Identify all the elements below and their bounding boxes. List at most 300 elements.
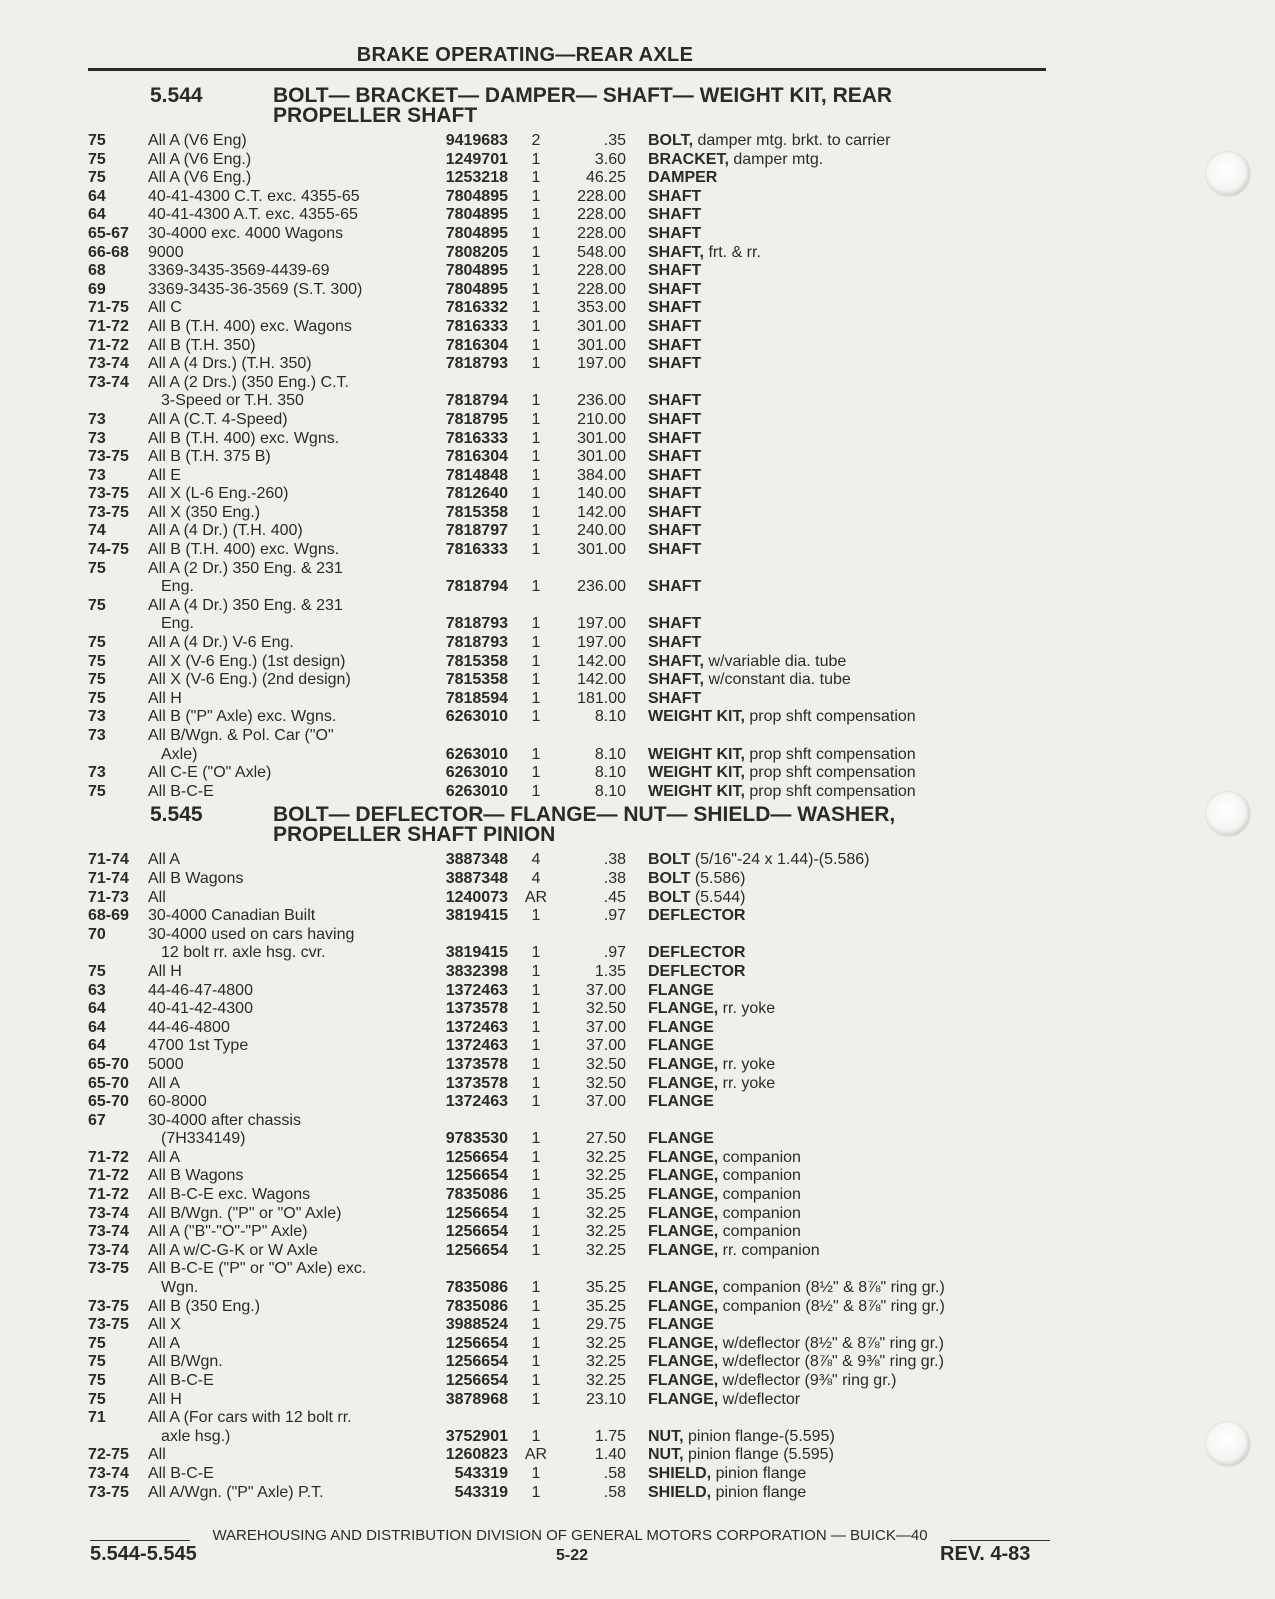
part-number (418, 1112, 516, 1131)
quantity (516, 560, 556, 579)
quantity: 1 (531, 1167, 541, 1185)
part-name: SHIELD, (648, 1464, 712, 1482)
part-description (648, 1316, 1008, 1335)
part-description (648, 1149, 1008, 1168)
price: 301.00 (577, 448, 626, 466)
part-description (648, 907, 1008, 926)
price: 32.25 (585, 1353, 626, 1371)
part-name: NUT, (648, 1427, 684, 1445)
part-name: SHAFT (648, 522, 702, 540)
application: 40-41-4300 C.T. exc. 4355-65 (148, 187, 360, 205)
part-number: 1256654 (445, 1353, 508, 1371)
part-number: 1253218 (445, 169, 508, 187)
quantity: 1 (531, 503, 541, 521)
part-number: 1260823 (445, 1446, 508, 1464)
part-number (418, 727, 516, 746)
application: All A (148, 1148, 181, 1166)
quantity: 1 (531, 1130, 541, 1148)
price: .45 (603, 888, 626, 906)
part-row (88, 578, 1048, 597)
part-number: 1372463 (445, 981, 508, 999)
quantity: 1 (531, 1316, 541, 1334)
part-name: SHAFT, (648, 243, 704, 261)
part-detail: rr. yoke (722, 1074, 776, 1092)
part-detail: companion (8½" & 8⅞" ring gr.) (722, 1279, 945, 1297)
quantity: 1 (531, 1390, 541, 1408)
part-number: 7804895 (445, 187, 508, 205)
part-detail: w/constant dia. tube (708, 671, 851, 689)
part-name: FLANGE (648, 981, 714, 999)
price: 1.35 (594, 962, 626, 980)
part-detail: companion (722, 1167, 801, 1185)
part-number: 1373578 (445, 1074, 508, 1092)
part-number: 1256654 (445, 1334, 508, 1352)
part-number: 6263010 (445, 782, 508, 800)
model-year: 71-72 (88, 317, 129, 335)
part-number: 7818793 (445, 355, 508, 373)
price: 140.00 (577, 485, 626, 503)
part-row (88, 1167, 1048, 1186)
part-name: SHAFT (648, 317, 702, 335)
model-year: 75 (88, 150, 106, 168)
part-row (88, 764, 1048, 783)
model-year: 75 (88, 596, 106, 614)
model-year: 73 (88, 429, 106, 447)
quantity: 1 (531, 652, 541, 670)
part-description (648, 1298, 1008, 1317)
quantity (516, 1112, 556, 1131)
application: All B (T.H. 400) exc. Wgns. (148, 541, 340, 559)
model-year: 70 (88, 925, 106, 943)
part-number: 7815358 (445, 671, 508, 689)
part-description (648, 485, 1008, 504)
part-row (88, 244, 1048, 263)
part-detail: w/deflector (722, 1390, 801, 1408)
quantity: 1 (531, 578, 541, 596)
part-row (88, 1353, 1048, 1372)
part-description (648, 1335, 1008, 1354)
model-year: 73-74 (88, 1223, 129, 1241)
price: .97 (603, 944, 626, 962)
part-number: 9419683 (445, 132, 508, 149)
part-name: SHAFT (648, 299, 702, 317)
model-year: 73 (88, 727, 106, 744)
part-number: 543319 (454, 1483, 508, 1501)
quantity (516, 1260, 556, 1279)
price: 32.25 (585, 1223, 626, 1241)
part-description (648, 1428, 1008, 1447)
model-year: 73-75 (88, 1483, 129, 1501)
part-detail: companion (722, 1204, 801, 1222)
part-description (648, 206, 1008, 225)
part-detail: w/deflector (8½" & 8⅞" ring gr.) (722, 1334, 944, 1352)
quantity (516, 374, 556, 393)
quantity: 1 (531, 243, 541, 261)
part-row (88, 1205, 1048, 1224)
part-row (88, 870, 1048, 889)
header-rule (88, 68, 1046, 71)
part-row (88, 889, 1048, 908)
part-row (88, 597, 1048, 616)
price: 32.25 (585, 1204, 626, 1222)
application: All B-C-E exc. Wagons (148, 1186, 311, 1204)
part-row (88, 944, 1048, 963)
part-row (88, 907, 1048, 926)
part-name: SHAFT, (648, 652, 704, 670)
part-row (88, 1298, 1048, 1317)
part-name: BOLT (648, 851, 691, 869)
application: All B (T.H. 350) (148, 336, 256, 354)
model-year: 73-75 (88, 503, 129, 521)
part-name: FLANGE, (648, 1204, 719, 1222)
part-row (88, 1186, 1048, 1205)
model-year: 64 (88, 1037, 106, 1055)
price: 197.00 (577, 634, 626, 652)
model-year: 64 (88, 206, 106, 224)
part-description (648, 188, 1008, 207)
application: All A (4 Dr.) 350 Eng. & 231 (148, 596, 343, 614)
part-number: 7816333 (445, 317, 508, 335)
price: 142.00 (577, 671, 626, 689)
price: 1.75 (594, 1427, 626, 1445)
application: All X (350 Eng.) (148, 503, 261, 521)
application: All C-E ("O" Axle) (148, 764, 272, 782)
model-year: 65-70 (88, 1074, 129, 1092)
application: All A (148, 851, 181, 869)
price: 228.00 (577, 187, 626, 205)
application: 44-46-4800 (148, 1018, 230, 1036)
section-heading (88, 86, 1048, 126)
application: Axle) (161, 745, 198, 763)
part-description (648, 262, 1008, 281)
application: All H (148, 689, 182, 707)
part-description (648, 1391, 1008, 1410)
part-description (648, 1353, 1008, 1372)
part-number: 7818797 (445, 522, 508, 540)
part-detail: w/deflector (8⅞" & 9⅜" ring gr.) (722, 1353, 944, 1371)
part-row (88, 1409, 1048, 1428)
part-number: 6263010 (445, 764, 508, 782)
price: 23.10 (585, 1390, 626, 1408)
part-number: 7816333 (445, 429, 508, 447)
price (556, 727, 648, 746)
part-row (88, 281, 1048, 300)
price: 8.10 (594, 708, 626, 726)
part-row (88, 318, 1048, 337)
part-name: FLANGE, (648, 1074, 719, 1092)
part-description (648, 727, 1008, 746)
application: All B-C-E (148, 1464, 214, 1482)
part-row (88, 522, 1048, 541)
part-name: FLANGE (648, 1130, 714, 1148)
part-description (648, 746, 1008, 765)
part-name: SHAFT (648, 336, 702, 354)
model-year: 74-75 (88, 541, 129, 559)
price (556, 597, 648, 616)
model-year: 64 (88, 1000, 106, 1018)
model-year: 71-75 (88, 299, 129, 317)
part-number (418, 926, 516, 945)
part-row (88, 1279, 1048, 1298)
model-year (88, 392, 148, 411)
quantity: AR (524, 888, 548, 906)
part-name: SHAFT (648, 187, 702, 205)
part-detail: companion (722, 1186, 801, 1204)
application: All B (350 Eng.) (148, 1297, 261, 1315)
price: 37.00 (585, 981, 626, 999)
quantity: 1 (531, 1186, 541, 1204)
part-description (648, 1205, 1008, 1224)
part-row (88, 690, 1048, 709)
part-name: SHAFT (648, 224, 702, 242)
part-row (88, 963, 1048, 982)
model-year: 73 (88, 466, 106, 484)
price (556, 1260, 648, 1279)
model-year: 75 (88, 782, 106, 800)
model-year: 71-74 (88, 869, 129, 887)
part-description (648, 1186, 1008, 1205)
quantity: 1 (531, 907, 541, 925)
application: 40-41-4300 A.T. exc. 4355-65 (148, 206, 358, 224)
part-description (648, 1000, 1008, 1019)
quantity: 1 (531, 764, 541, 782)
part-description (648, 1019, 1008, 1038)
part-number: 7818794 (445, 392, 508, 410)
application: All (148, 1446, 166, 1464)
section-number: 5.545 (150, 803, 203, 827)
part-name: BOLT (648, 869, 691, 887)
model-year: 75 (88, 962, 106, 980)
application: All B/Wgn. (148, 1353, 223, 1371)
price (556, 926, 648, 945)
model-year: 68-69 (88, 907, 129, 925)
part-description (648, 374, 1008, 393)
quantity (516, 926, 556, 945)
part-description (648, 1037, 1008, 1056)
quantity: 2 (531, 132, 541, 149)
quantity: 1 (531, 745, 541, 763)
application: 44-46-47-4800 (148, 981, 253, 999)
part-number: 7816304 (445, 448, 508, 466)
quantity: 1 (531, 615, 541, 633)
model-year: 71-72 (88, 336, 129, 354)
part-number: 543319 (454, 1464, 508, 1482)
punch-hole-top (1206, 152, 1250, 196)
part-row (88, 485, 1048, 504)
quantity (516, 597, 556, 616)
quantity: 1 (531, 981, 541, 999)
part-description (648, 1484, 1008, 1503)
part-name: FLANGE, (648, 1279, 719, 1297)
part-number (418, 597, 516, 616)
part-row (88, 615, 1048, 634)
part-description (648, 1372, 1008, 1391)
application: All A (V6 Eng.) (148, 150, 252, 168)
quantity: 1 (531, 392, 541, 410)
quantity: 1 (531, 1427, 541, 1445)
part-row (88, 1037, 1048, 1056)
application: 9000 (148, 243, 184, 261)
part-name: BOLT (648, 888, 691, 906)
section-title: BOLT— BRACKET— DAMPER— SHAFT— WEIGHT KIT, REAR PROPELLER SHAFT (273, 84, 893, 127)
model-year: 66-68 (88, 243, 129, 261)
part-detail: frt. & rr. (708, 243, 761, 261)
model-year: 69 (88, 280, 106, 298)
quantity: 1 (531, 708, 541, 726)
part-name: BRACKET, (648, 150, 729, 168)
application: All A (For cars with 12 bolt rr. (148, 1409, 352, 1427)
price: 3.60 (594, 150, 626, 168)
part-description (648, 926, 1008, 945)
part-number: 3752901 (445, 1427, 508, 1445)
part-row (88, 392, 1048, 411)
model-year: 71-72 (88, 1186, 129, 1204)
model-year: 68 (88, 262, 106, 280)
part-row (88, 1242, 1048, 1261)
quantity: 1 (531, 782, 541, 800)
application: 3369-3435-3569-4439-69 (148, 262, 330, 280)
quantity: 1 (531, 1037, 541, 1055)
model-year (88, 1279, 148, 1298)
quantity: 1 (531, 1483, 541, 1501)
part-detail: rr. companion (722, 1241, 820, 1259)
part-name: NUT, (648, 1446, 684, 1464)
part-row (88, 1316, 1048, 1335)
part-detail: prop shft compensation (749, 764, 916, 782)
part-detail: (5.544) (694, 888, 746, 906)
part-description (648, 578, 1008, 597)
application: 60-8000 (148, 1093, 207, 1111)
quantity (516, 727, 556, 746)
part-description (648, 560, 1008, 579)
price: 35.25 (585, 1279, 626, 1297)
part-row (88, 467, 1048, 486)
quantity: 1 (531, 485, 541, 503)
part-row (88, 1019, 1048, 1038)
part-detail: damper mtg. brkt. to carrier (697, 132, 891, 149)
model-year: 72-75 (88, 1446, 129, 1464)
application: All A (148, 1334, 181, 1352)
part-number: 6263010 (445, 745, 508, 763)
part-name: WEIGHT KIT, (648, 745, 745, 763)
part-row (88, 1335, 1048, 1354)
application: All A (V6 Eng.) (148, 169, 252, 187)
quantity: 1 (531, 1334, 541, 1352)
quantity: 1 (531, 355, 541, 373)
part-name: FLANGE, (648, 1241, 719, 1259)
model-year: 65-70 (88, 1055, 129, 1073)
part-description (648, 1446, 1008, 1465)
part-number: 3878968 (445, 1390, 508, 1408)
part-number (418, 1409, 516, 1428)
part-name: FLANGE, (648, 1186, 719, 1204)
application: All B/Wgn. ("P" or "O" Axle) (148, 1204, 342, 1222)
part-name: SHAFT (648, 689, 702, 707)
part-detail: w/variable dia. tube (708, 652, 847, 670)
part-row (88, 1130, 1048, 1149)
part-name: SHIELD, (648, 1483, 712, 1501)
application: 5000 (148, 1055, 184, 1073)
part-name: WEIGHT KIT, (648, 764, 745, 782)
model-year: 64 (88, 187, 106, 205)
application: All B/Wgn. & Pol. Car ("O" (148, 727, 334, 744)
price: 37.00 (585, 1093, 626, 1111)
part-description (648, 1167, 1008, 1186)
quantity: 1 (531, 429, 541, 447)
part-description (648, 467, 1008, 486)
quantity: 1 (531, 1279, 541, 1297)
application: All X (V-6 Eng.) (1st design) (148, 652, 346, 670)
part-name: DAMPER (648, 169, 718, 187)
part-name: WEIGHT KIT, (648, 708, 745, 726)
application: All A (4 Dr.) V-6 Eng. (148, 634, 294, 652)
part-number: 7816332 (445, 299, 508, 317)
quantity: 1 (531, 1204, 541, 1222)
section-title: BOLT— DEFLECTOR— FLANGE— NUT— SHIELD— WASHER, PROPELLER SHAFT PINION (273, 803, 896, 847)
part-number: 7815358 (445, 652, 508, 670)
part-name: SHAFT (648, 485, 702, 503)
application: axle hsg.) (161, 1427, 231, 1445)
part-description (648, 653, 1008, 672)
application: All A (2 Drs.) (350 Eng.) C.T. (148, 373, 349, 391)
part-name: WEIGHT KIT, (648, 782, 745, 800)
price: 236.00 (577, 392, 626, 410)
quantity: 1 (531, 634, 541, 652)
punch-hole-bottom (1206, 1422, 1250, 1466)
application: 4700 1st Type (148, 1037, 249, 1055)
price: 27.50 (585, 1130, 626, 1148)
part-row (88, 1093, 1048, 1112)
part-row (88, 560, 1048, 579)
part-description (648, 337, 1008, 356)
part-row (88, 299, 1048, 318)
model-year: 71-72 (88, 1148, 129, 1166)
price: 8.10 (594, 764, 626, 782)
application: All B (T.H. 400) exc. Wgns. (148, 429, 340, 447)
part-description (648, 1075, 1008, 1094)
part-row (88, 1446, 1048, 1465)
price (556, 1112, 648, 1131)
price: 32.25 (585, 1167, 626, 1185)
part-number: 7835086 (445, 1297, 508, 1315)
section-number: 5.544 (150, 84, 203, 107)
part-row (88, 1112, 1048, 1131)
model-year: 75 (88, 1390, 106, 1408)
application: All A (C.T. 4-Speed) (148, 410, 288, 428)
part-description (648, 615, 1008, 634)
part-name: DEFLECTOR (648, 907, 746, 925)
part-row (88, 374, 1048, 393)
price: 29.75 (585, 1316, 626, 1334)
quantity: 1 (531, 317, 541, 335)
model-year (88, 944, 148, 963)
model-year: 75 (88, 1353, 106, 1371)
part-number: 1372463 (445, 1093, 508, 1111)
part-row (88, 1075, 1048, 1094)
quantity: 1 (531, 1148, 541, 1166)
price: 32.25 (585, 1372, 626, 1389)
quantity: 1 (531, 689, 541, 707)
quantity: 1 (531, 466, 541, 484)
price: 35.25 (585, 1297, 626, 1315)
part-number: 7818794 (445, 578, 508, 596)
model-year: 73-75 (88, 1316, 129, 1334)
part-number: 3832398 (445, 962, 508, 980)
part-name: SHAFT (648, 466, 702, 484)
part-description (648, 690, 1008, 709)
quantity: 1 (531, 1372, 541, 1389)
part-name: SHAFT (648, 448, 702, 466)
